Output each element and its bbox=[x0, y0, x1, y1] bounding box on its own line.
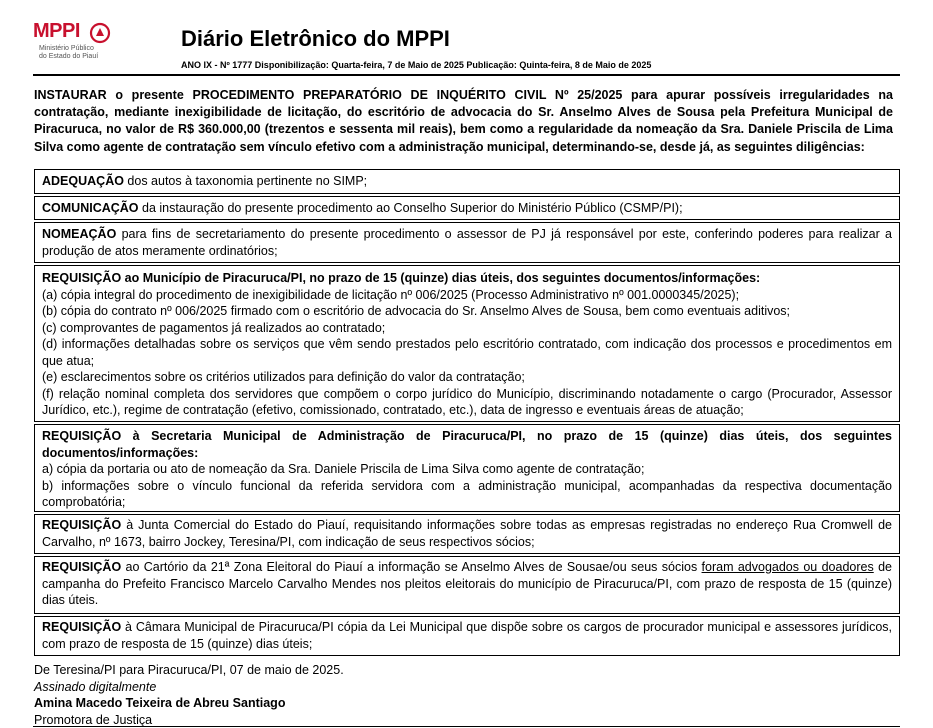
header bbox=[0, 0, 933, 80]
item-comunicacao bbox=[34, 196, 900, 220]
footer-divider bbox=[33, 726, 900, 727]
signer-role: Promotora de Justiça bbox=[34, 712, 153, 727]
logo-wordmark: MPPI bbox=[33, 20, 80, 42]
intro-paragraph: INSTAURAR o presente PROCEDIMENTO PREPARATÓRIO DE INQUÉRITO CIVIL Nº 25/2025 para apurar possíveis irregularidades na contratação, mediante inexigibilidade de licitação, do escritório de advocacia do Sr. Anselmo Alves de Sousa pela Prefeitura Municipal de Piracuruca, no valor de R$ 360.000,00 (trezentos e sessenta mil reais), bem como a regularidade da nomeação da Sra. Daniele Priscila de Lima Silva como agente de contratação sem vínculo efetivo com a administração municipal, determinando-se, desde já, as seguintes diligências: bbox=[34, 88, 893, 154]
seal-icon bbox=[89, 22, 111, 44]
item-requisicao-secretaria bbox=[34, 424, 900, 512]
signature-note: Assinado digitalmente bbox=[34, 679, 157, 694]
item-underlined-text: foram advogados ou doadores bbox=[701, 560, 874, 574]
item-adequacao bbox=[34, 169, 900, 194]
page-title: Diário Eletrônico do MPPI bbox=[181, 26, 450, 51]
item-lead: ADEQUAÇÃO bbox=[42, 174, 124, 188]
place-date: De Teresina/PI para Piracuruca/PI, 07 de maio de 2025. bbox=[34, 663, 344, 677]
list-item: (c) comprovantes de pagamentos já realizados ao contratado; bbox=[42, 320, 386, 335]
closing-block bbox=[34, 662, 344, 728]
list-item: a) cópia da portaria ou ato de nomeação da Sra. Daniele Priscila de Lima Silva como agente de contratação; bbox=[42, 462, 645, 476]
item-text: de campanha do Prefeito Francisco Marcelo Carvalho Mendes nos pleitos eleitorais do município de Piracuruca/PI, com prazo de resposta de 15 (quinze) dias úteis. bbox=[42, 560, 892, 607]
item-requisicao-junta bbox=[34, 514, 900, 554]
list-item: (a) cópia integral do procedimento de inexigibilidade de licitação nº 006/2025 (Processo Administrativo nº 001.0000345/2025); bbox=[42, 287, 740, 302]
item-text: ao Cartório da 21ª Zona Eleitoral do Piauí a informação se Anselmo Alves de Sousae/ou seus sócios bbox=[121, 560, 702, 574]
item-text: à Junta Comercial do Estado do Piauí, requisitando informações sobre todas as empresas registradas no endereço Rua Cromwell de Carvalho, nº 1673, bairro Jockey, Teresina/PI, com indicação de seus respectivos sócios; bbox=[42, 518, 892, 549]
item-text: à Câmara Municipal de Piracuruca/PI cópia da Lei Municipal que dispõe sobre os cargos de procurador municipal e assessores jurídicos, com prazo de resposta de 15 (quinze) dias úteis; bbox=[42, 620, 892, 651]
list-item: (d) informações detalhadas sobre os serviços que vêm sendo prestados pelo escritório contratado, com indicação dos processos e procedimentos em que atua; bbox=[42, 337, 892, 368]
item-lead: REQUISIÇÃO bbox=[42, 518, 122, 532]
header-divider bbox=[33, 74, 900, 76]
signer-name: Amina Macedo Teixeira de Abreu Santiago bbox=[34, 696, 286, 710]
list-item: b) informações sobre o vínculo funcional da referida servidora com a administração municipal, acompanhadas da respectiva documentação comprobatória; bbox=[42, 478, 892, 509]
item-nomeacao bbox=[34, 222, 900, 263]
item-lead: REQUISIÇÃO bbox=[42, 620, 122, 634]
logo-subtitle: do Estado do Piauí bbox=[39, 53, 99, 60]
mppi-logo bbox=[33, 20, 123, 65]
item-requisicao-cartorio bbox=[34, 556, 900, 614]
item-lead: NOMEAÇÃO bbox=[42, 227, 117, 241]
logo-subtitle: Ministério Público bbox=[39, 45, 94, 52]
item-lead: REQUISIÇÃO bbox=[42, 560, 122, 574]
item-heading: REQUISIÇÃO à Secretaria Municipal de Administração de Piracuruca/PI, no prazo de 15 (quinze) dias úteis, dos seguintes documentos/informações: bbox=[42, 429, 892, 460]
edition-info: ANO IX - Nº 1777 Disponibilização: Quarta-feira, 7 de Maio de 2025 Publicação: Quinta-feira, 8 de Maio de 2025 bbox=[181, 60, 652, 70]
item-requisicao-camara bbox=[34, 616, 900, 656]
list-item: (b) cópia do contrato nº 006/2025 firmado com o escritório de advocacia do Sr. Anselmo Alves de Sousa, bem como eventuais aditivos; bbox=[42, 304, 791, 318]
item-text: para fins de secretariamento do presente procedimento o assessor de PJ já responsável por este, conferindo poderes para realizar a produção de atos meramente ordinatórios; bbox=[42, 227, 892, 258]
list-item: (f) relação nominal completa dos servidores que compõem o corpo jurídico do Município, discriminando notadamente o cargo (Procurador, Assessor Jurídico, etc.), regime de contratação (efetivo, comissionado, contratado, etc.), data de ingresso e eventuais áreas de atuação; bbox=[42, 386, 892, 417]
item-text: da instauração do presente procedimento ao Conselho Superior do Ministério Público (CSMP/PI); bbox=[138, 201, 683, 215]
item-lead: COMUNICAÇÃO bbox=[42, 201, 139, 215]
item-heading: REQUISIÇÃO ao Município de Piracuruca/PI, no prazo de 15 (quinze) dias úteis, dos seguintes documentos/informações: bbox=[42, 271, 761, 285]
list-item: (e) esclarecimentos sobre os critérios utilizados para definição do valor da contratação; bbox=[42, 370, 525, 384]
item-text: dos autos à taxonomia pertinente no SIMP; bbox=[123, 174, 368, 188]
item-requisicao-municipio bbox=[34, 265, 900, 422]
